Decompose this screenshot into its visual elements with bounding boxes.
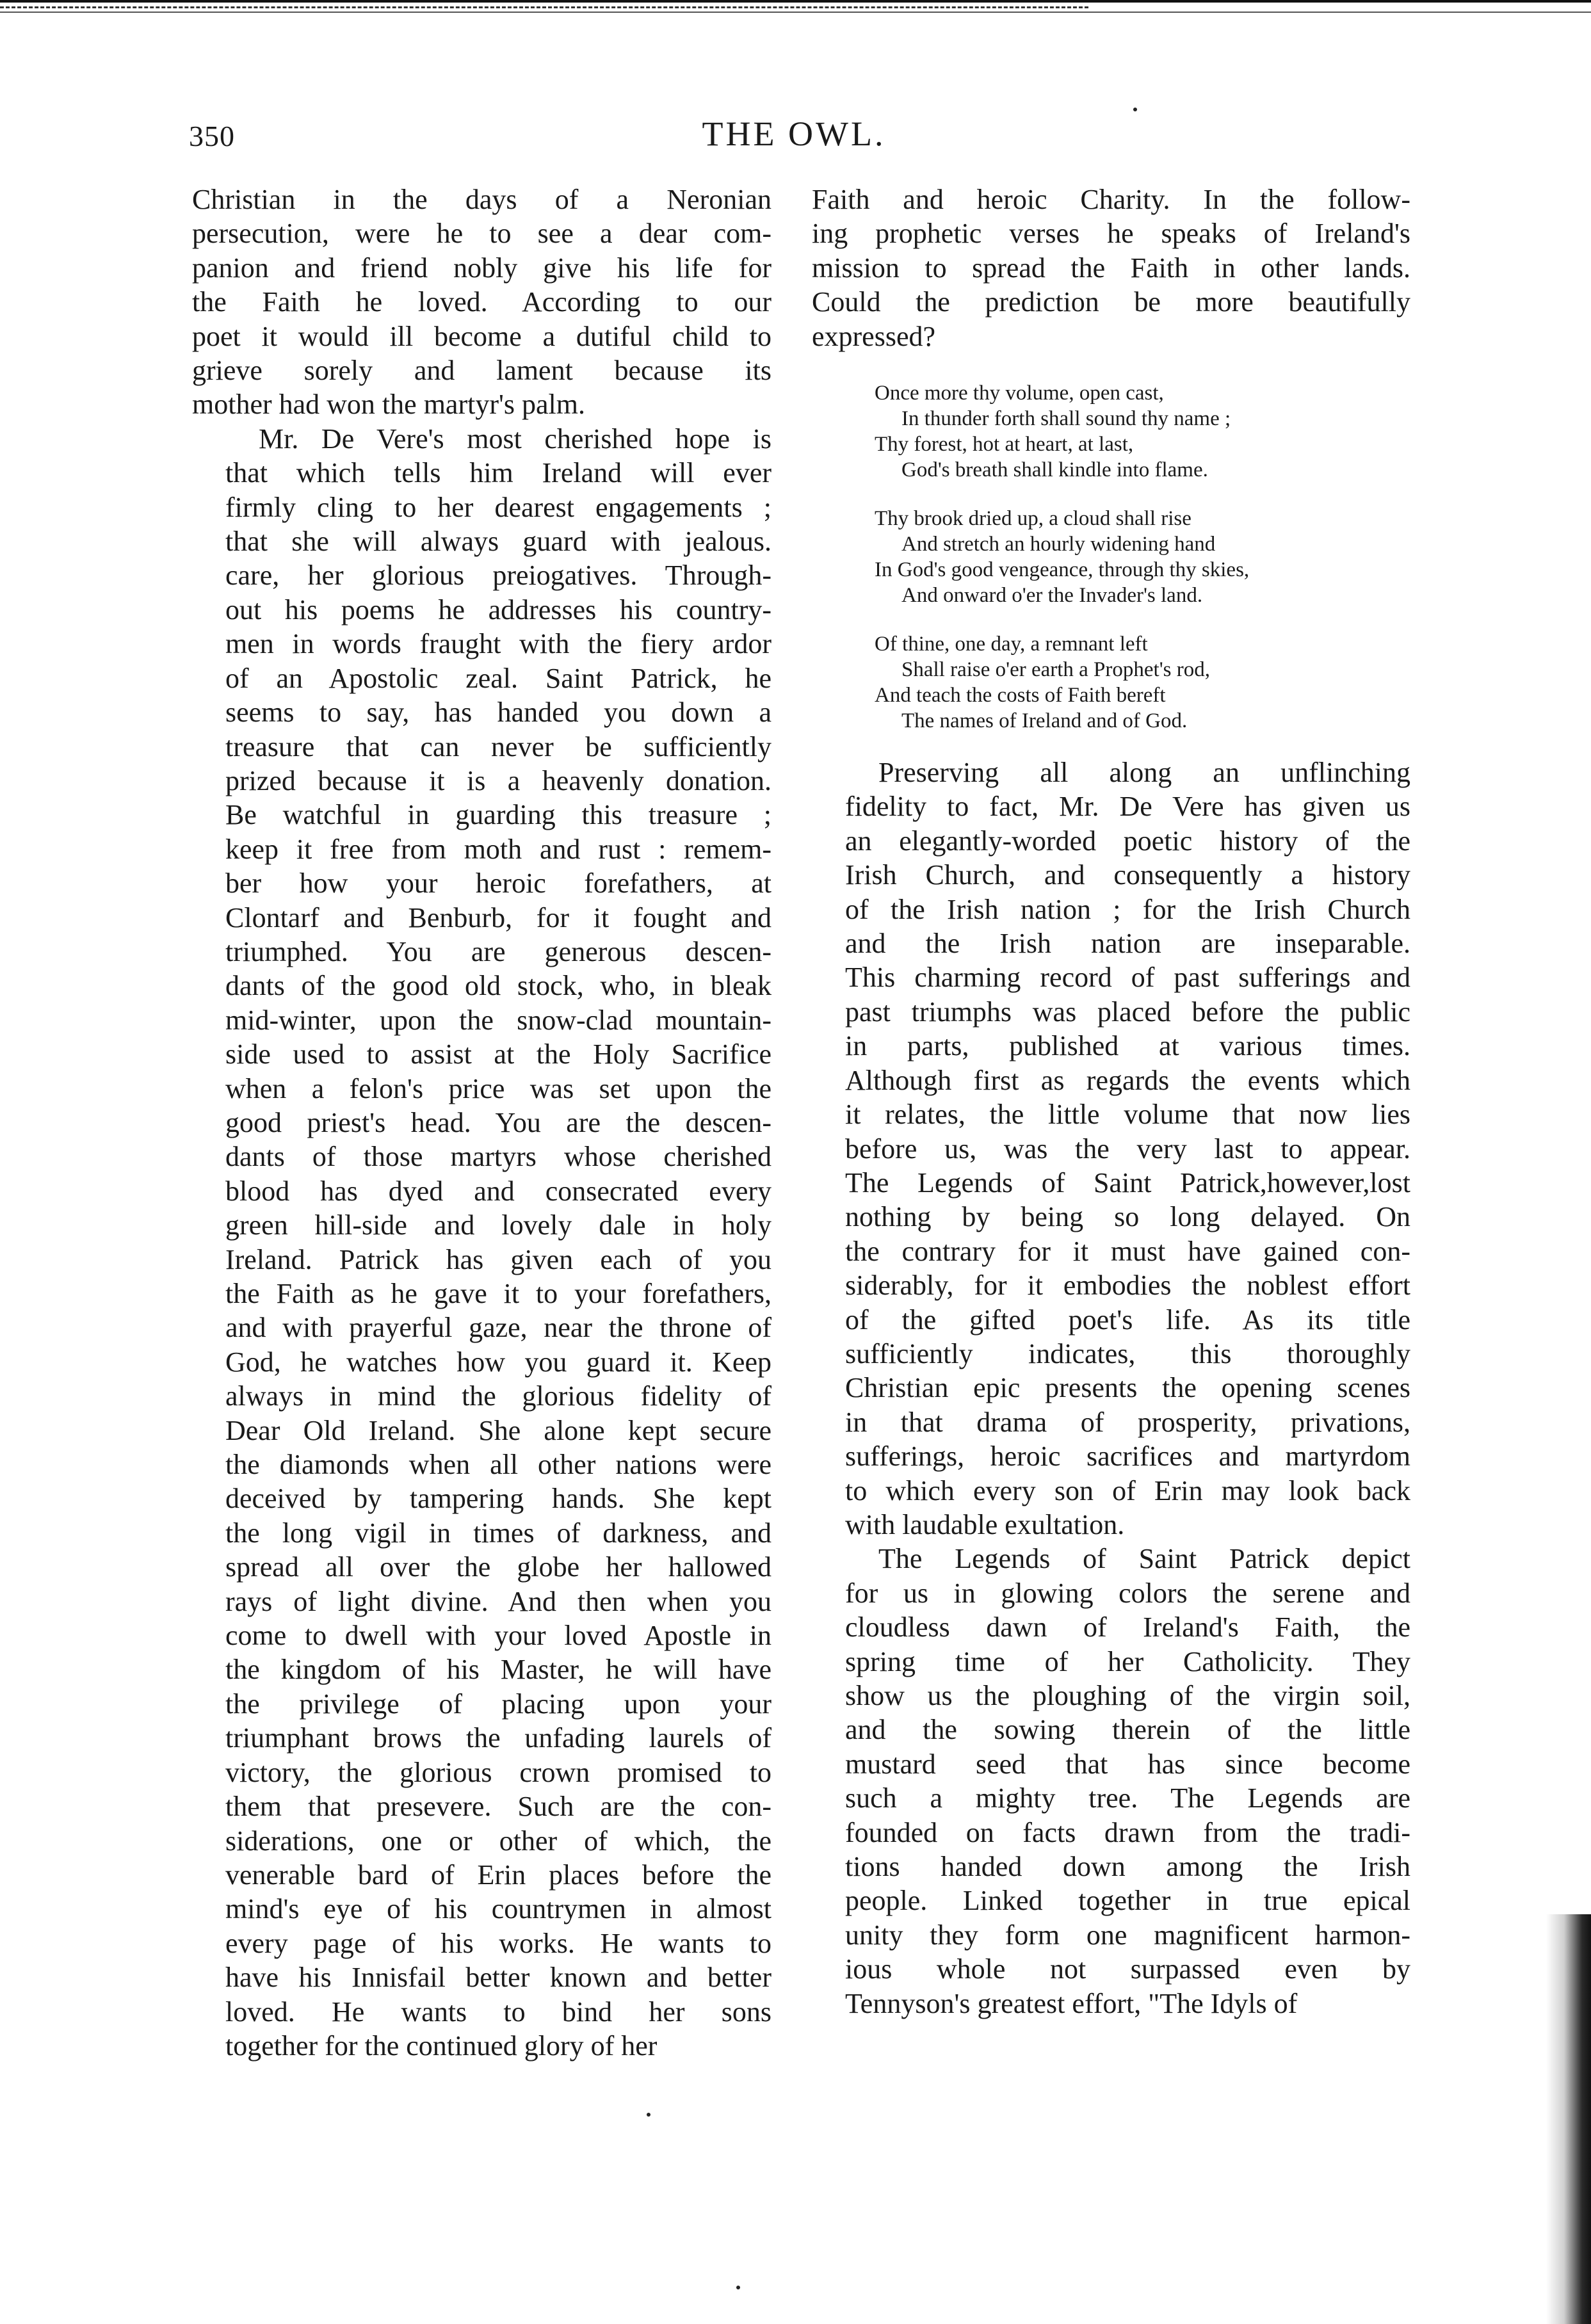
- text-line: sufferings, heroic sacrifices and martyrdom: [845, 1440, 1410, 1473]
- text-line: God, he watches how you guard it. Keep: [225, 1346, 771, 1378]
- text-line: Be watchful in guarding this treasure ;: [225, 799, 771, 831]
- poem-stanza: [812, 631, 1410, 734]
- text-line: The Legends of Saint Patrick depict: [878, 1543, 1410, 1575]
- text-line: ber how your heroic forefathers, at: [225, 867, 771, 900]
- verse-line: The names of Ireland and of God.: [901, 709, 1188, 733]
- text-line: Faith and heroic Charity. In the follow-: [812, 184, 1410, 215]
- text-line: persecution, were he to see a dear com-: [192, 218, 771, 250]
- text-line: Tennyson's greatest effort, "The Idyls of: [845, 1987, 1298, 2019]
- verse-line: Shall raise o'er earth a Prophet's rod,: [901, 658, 1210, 682]
- text-line: unity they form one magnificent harmon-: [845, 1919, 1410, 1951]
- running-title: THE OWL.: [702, 115, 886, 153]
- poem-block: [812, 380, 1410, 734]
- text-line: with laudable exultation.: [845, 1508, 1125, 1540]
- text-line: people. Linked together in true epical: [845, 1885, 1410, 1917]
- text-line: mid-winter, upon the snow-clad mountain-: [225, 1004, 771, 1036]
- top-border-dash: [0, 6, 1088, 8]
- text-line: Christian epic presents the opening scenes: [845, 1372, 1410, 1404]
- text-line: ious whole not surpassed even by: [845, 1953, 1410, 1985]
- text-line: victory, the glorious crown promised to: [225, 1756, 771, 1788]
- right-paragraph-1: [812, 755, 1410, 1542]
- right-paragraph-2: [812, 1542, 1410, 2021]
- text-line: green hill-side and lovely dale in holy: [225, 1209, 771, 1241]
- text-line: and with prayerful gaze, near the throne of: [225, 1312, 771, 1344]
- text-line: the Faith he loved. According to our: [192, 286, 771, 318]
- verse-line: Of thine, one day, a remnant left: [875, 633, 1148, 656]
- verse-line: God's breath shall kindle into flame.: [901, 458, 1208, 482]
- text-line: mission to spread the Faith in other lands.: [812, 252, 1410, 284]
- text-line: good priest's head. You are the descen-: [225, 1106, 771, 1138]
- text-line: cloudless dawn of Ireland's Faith, the: [845, 1611, 1410, 1643]
- text-line: care, her glorious preiogatives. Through-: [225, 560, 771, 592]
- text-line: This charming record of past sufferings and: [845, 962, 1410, 994]
- text-line: triumphant brows the unfading laurels of: [225, 1722, 771, 1754]
- text-line: them that presevere. Such are the con-: [225, 1791, 771, 1823]
- text-line: founded on facts drawn from the tradi-: [845, 1816, 1410, 1848]
- text-line: that which tells him Ireland will ever: [225, 457, 771, 489]
- text-line: nothing by being so long delayed. On: [845, 1201, 1410, 1233]
- print-speck: [647, 2113, 650, 2117]
- text-line: Although first as regards the events which: [845, 1064, 1410, 1096]
- text-line: always in mind the glorious fidelity of: [225, 1380, 771, 1412]
- text-line: an elegantly-worded poetic history of the: [845, 825, 1410, 857]
- text-line: siderably, for it embodies the noblest effort: [845, 1270, 1410, 1302]
- text-line: dants of those martyrs whose cherished: [225, 1141, 771, 1173]
- text-line: keep it free from moth and rust : remem-: [225, 833, 771, 865]
- text-line: and the sowing therein of the little: [845, 1714, 1410, 1746]
- text-line: panion and friend nobly give his life for: [192, 252, 771, 284]
- text-line: Could the prediction be more beautifully: [812, 286, 1410, 318]
- text-line: Irish Church, and consequently a history: [845, 859, 1410, 891]
- right-column: [812, 182, 1410, 2021]
- text-line: of an Apostolic zeal. Saint Patrick, he: [225, 662, 771, 694]
- text-line: the contrary for it must have gained con-: [845, 1235, 1410, 1267]
- text-line: ing prophetic verses he speaks of Ireland's: [812, 218, 1410, 250]
- poem-stanza: [812, 380, 1410, 483]
- text-line: in that drama of prosperity, privations,: [845, 1406, 1410, 1438]
- text-line: siderations, one or other of which, the: [225, 1825, 771, 1857]
- text-line: when a felon's price was set upon the: [225, 1072, 771, 1104]
- text-line: of the Irish nation ; for the Irish Church: [845, 893, 1410, 925]
- text-line: the privilege of placing upon your: [225, 1688, 771, 1720]
- print-speck: [1133, 108, 1137, 111]
- text-line: for us in glowing colors the serene and: [845, 1577, 1410, 1609]
- text-line: mind's eye of his countrymen in almost: [225, 1893, 771, 1925]
- text-line: together for the continued glory of her: [225, 2029, 658, 2062]
- text-line: have his Innisfail better known and better: [225, 1962, 771, 1994]
- text-line: rays of light divine. And then when you: [225, 1585, 771, 1617]
- text-line: spread all over the globe her hallowed: [225, 1551, 771, 1583]
- text-line: loved. He wants to bind her sons: [225, 1996, 771, 2028]
- text-line: firmly cling to her dearest engagements ;: [225, 491, 771, 523]
- text-line: Preserving all along an unflinching: [878, 757, 1410, 789]
- text-line: Christian in the days of a Neronian: [192, 184, 771, 215]
- text-line: the kingdom of his Master, he will have: [225, 1654, 771, 1686]
- verse-line: And stretch an hourly widening hand: [901, 533, 1216, 556]
- text-line: spring time of her Catholicity. They: [845, 1645, 1410, 1677]
- text-line: triumphed. You are generous descen-: [225, 935, 771, 967]
- verse-line: Thy brook dried up, a cloud shall rise: [875, 507, 1191, 531]
- text-line: past triumphs was placed before the public: [845, 996, 1410, 1028]
- verse-line: And teach the costs of Faith bereft: [875, 684, 1166, 707]
- poem-stanza: [812, 506, 1410, 608]
- verse-line: Thy forest, hot at heart, at last,: [875, 433, 1134, 456]
- text-line: Ireland. Patrick has given each of you: [225, 1243, 771, 1275]
- verse-line: Once more thy volume, open cast,: [875, 382, 1164, 405]
- text-line: in parts, published at various times.: [845, 1030, 1410, 1062]
- text-line: deceived by tampering hands. She kept: [225, 1483, 771, 1515]
- text-line: Dear Old Ireland. She alone kept secure: [225, 1414, 771, 1446]
- left-paragraph-1: [192, 182, 771, 422]
- verse-line: In thunder forth shall sound thy name ;: [901, 407, 1231, 431]
- text-line: show us the ploughing of the virgin soil,: [845, 1680, 1410, 1711]
- text-line: before us, was the very last to appear.: [845, 1133, 1410, 1165]
- print-speck: [736, 2286, 740, 2289]
- text-line: of the gifted poet's life. As its title: [845, 1303, 1410, 1335]
- verse-line: In God's good vengeance, through thy skies,: [875, 558, 1250, 582]
- left-column: [192, 182, 771, 2063]
- text-line: poet it would ill become a dutiful child to: [192, 320, 771, 352]
- text-line: come to dwell with your loved Apostle in: [225, 1620, 771, 1652]
- text-line: every page of his works. He wants to: [225, 1927, 771, 1959]
- text-line: treasure that can never be sufficiently: [225, 730, 771, 763]
- text-line: men in words fraught with the fiery ardor: [225, 628, 771, 660]
- text-line: and the Irish nation are inseparable.: [845, 928, 1410, 960]
- text-line: Clontarf and Benburb, for it fought and: [225, 901, 771, 933]
- text-line: that she will always guard with jealous.: [225, 526, 771, 558]
- text-line: dants of the good old stock, who, in bleak: [225, 970, 771, 1002]
- text-line: seems to say, has handed you down a: [225, 697, 771, 729]
- text-line: mustard seed that has since become: [845, 1748, 1410, 1780]
- right-intro-paragraph: [812, 182, 1410, 353]
- top-border-rule: [0, 0, 1591, 13]
- page-number: 350: [189, 120, 235, 152]
- text-line: the diamonds when all other nations were: [225, 1449, 771, 1481]
- text-line: fidelity to fact, Mr. De Vere has given us: [845, 791, 1410, 823]
- text-line: expressed?: [812, 320, 936, 352]
- text-line: venerable bard of Erin places before the: [225, 1859, 771, 1891]
- text-line: grieve sorely and lament because its: [192, 355, 771, 387]
- text-line: Mr. De Vere's most cherished hope is: [259, 423, 771, 455]
- page-edge-shadow: [1546, 1914, 1591, 2324]
- text-line: to which every son of Erin may look back: [845, 1474, 1410, 1506]
- page-header: [176, 114, 1412, 159]
- text-line: side used to assist at the Holy Sacrifice: [225, 1038, 771, 1070]
- text-line: blood has dyed and consecrated every: [225, 1175, 771, 1207]
- verse-line: And onward o'er the Invader's land.: [901, 584, 1203, 608]
- text-line: the Faith as he gave it to your forefathers,: [225, 1278, 771, 1309]
- text-line: such a mighty tree. The Legends are: [845, 1782, 1410, 1814]
- text-line: mother had won the martyr's palm.: [192, 389, 586, 421]
- text-line: prized because it is a heavenly donation.: [225, 764, 771, 796]
- text-line: it relates, the little volume that now lies: [845, 1099, 1410, 1131]
- text-line: the long vigil in times of darkness, and: [225, 1517, 771, 1549]
- left-paragraph-2: [192, 422, 771, 2063]
- text-line: sufficiently indicates, this thoroughly: [845, 1337, 1410, 1369]
- text-line: The Legends of Saint Patrick,however,lost: [845, 1166, 1410, 1198]
- text-line: tions handed down among the Irish: [845, 1851, 1410, 1883]
- text-line: out his poems he addresses his country-: [225, 593, 771, 625]
